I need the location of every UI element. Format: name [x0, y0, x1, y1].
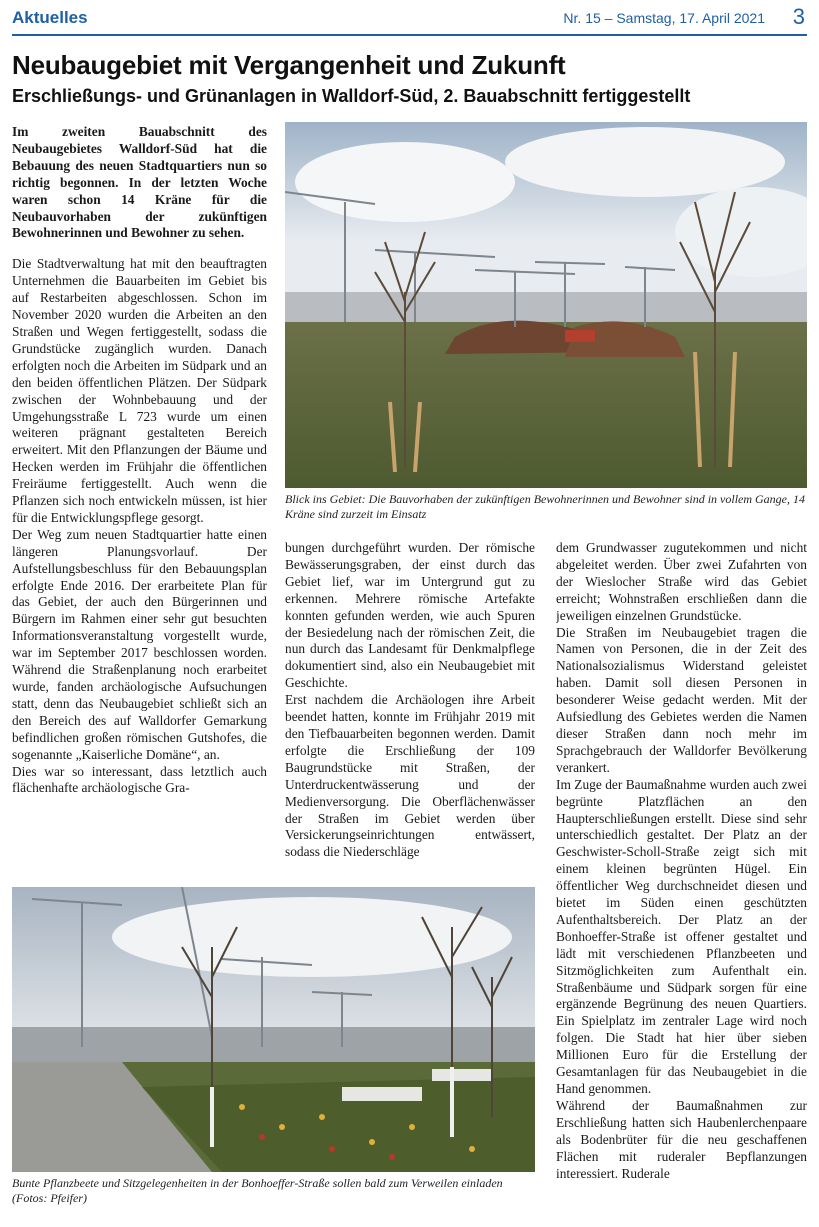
- body-paragraph: Im Zuge der Baumaßnahme wurden auch zwei begrünte Platzflächen an den Haupterschließungen erstellt. Diese sind sehr unterschiedlich gestaltet. Der Platz an der Geschwister-Scholl-Straße zeigt sich mit einem kleinen begrünten Hügel. Ein öffentlicher Weg durchschneidet diesen und bietet im Süden einen geschützten Aufenthaltsbereich. Der Platz an der Bonhoeffer-Straße ist offener gestaltet und lädt mit verschiedenen Pflanzbeeten und Sitzmöglichkeiten zum Aufenthalt ein. Straßenbäume und Südpark sorgen für eine ergänzende Begrünung des neuen Quartiers. Ein Spielplatz im zentraler Lage wird noch folgen. Die Stadt hat hier über sieben Millionen Euro für die Erstellung der Gesamtanlagen für das Neubaugebiet in die Hand genommen.: [556, 776, 807, 1096]
- header-rule: [12, 34, 807, 36]
- page-number: 3: [792, 4, 805, 29]
- article-lead: Im zweiten Bauabschnitt des Neubaugebietes Walldorf-Süd hat die Bebauung des neuen Stadtquartiers nun so richtig begonnen. In der letzten Woche waren schon 14 Kräne für die Neubauvorhaben der zukünftigen Bewohnerinnen und Bewohner zu sehen.: [12, 124, 267, 241]
- body-paragraph: bungen durchgeführt wurden. Der römische Bewässerungsgraben, der einst durch das Gebiet lief, war im Untergrund gut zu erkennen. Mehrere römische Artefakte konnten gefunden werden, wie auch Spuren der Besiedelung nach der römischen Zeit, die nun durch das Landesamt für Denkmalpflege dokumentiert sind, also ein Neubaugebiet mit Geschichte.: [285, 540, 535, 691]
- body-paragraph: Die Straßen im Neubaugebiet tragen die Namen von Personen, die in der Zeit des Nationalsozialismus Widerstand geleistet haben. Damit soll diesen Personen in besonderer Weise gedacht werden. Mit der Aufsiedlung des Gebietes werden die Namen dieser Straßen dann noch mehr im Sprachgebrauch der Walldorfer Bevölkerung verankert.: [556, 624, 807, 775]
- body-paragraph: Dies war so interessant, dass letztlich auch flächenhafte archäologische Gra-: [12, 763, 267, 796]
- issue-date: Nr. 15 – Samstag, 17. April 2021: [563, 10, 765, 26]
- photo-caption: Blick ins Gebiet: Die Bauvorhaben der zukünftigen Bewohnerinnen und Bewohner sind in vollem Gange, 14 Kräne sind zurzeit im Einsatz: [285, 492, 806, 521]
- article-column-1: [12, 124, 267, 874]
- page-header: [12, 4, 807, 34]
- construction-site-photo: [285, 122, 807, 488]
- body-paragraph: Während der Baumaßnahmen zur Erschließung hatten sich Haubenlerchenpaare als Bodenbrüter für die neu geschaffenen Flächen mit ruderaler Bepflanzungen interessiert. Ruderale: [556, 1097, 807, 1181]
- body-paragraph: dem Grundwasser zugutekommen und nicht abgeleitet werden. Über zwei Zufahrten von der Wieslocher Straße wird das Gebiet erreicht; Wohnstraßen erschließen dann die jeweiligen einzelnen Grundstücke.: [556, 540, 807, 623]
- body-paragraph: Der Weg zum neuen Stadtquartier hatte einen längeren Planungsvorlauf. Der Aufstellungsbeschluss für den Bebauungsplan erfolgte Ende 2016. Der erarbeitete Plan für das Gebiet, der auch den Bürgerinnen und Bürgern im Rahmen einer sehr gut besuchten Informationsveranstaltung vorgestellt wurde, war im September 2017 beschlossen worden. Während die Straßenplanung noch erarbeitet wurde, fanden archäologische Aufsuchungen statt, denn das Neubaugebiet schließt sich an den Bereich des auf Walldorfer Gemarkung befindlichen großen römischen Gutshofes, die sogenannte „Kaiserliche Domäne“, an.: [12, 526, 267, 762]
- body-paragraph: Erst nachdem die Archäologen ihre Arbeit beendet hatten, konnte im Frühjahr 2019 mit den Tiefbauarbeiten begonnen werden. Damit erfolgte die Erschließung der 109 Baugrundstücke mit Straßen, der Unterdruckentwässerung und der Medienversorgung. Die Oberflächenwässer der Straßen im Gebiet werden über Versickerungseinrichtungen entwässert, sodass die Niederschläge: [285, 692, 535, 860]
- photo-caption: Bunte Pflanzbeete und Sitzgelegenheiten in der Bonhoeffer-Straße sollen bald zum Verweilen einladen (Fotos: Pfeifer): [12, 1176, 503, 1205]
- article-subheadline: Erschließungs- und Grünanlagen in Walldorf-Süd, 2. Bauabschnitt fertiggestellt: [12, 86, 691, 106]
- article-headline: Neubaugebiet mit Vergangenheit und Zukunft: [12, 50, 566, 80]
- article-column-2: [285, 540, 535, 880]
- article-column-3: [556, 540, 807, 1215]
- section-label: Aktuelles: [12, 8, 88, 27]
- plant-beds-photo: [12, 887, 535, 1172]
- body-paragraph: Die Stadtverwaltung hat mit den beauftragten Unternehmen die Bauarbeiten im Gebiet bis auf Restarbeiten abgeschlossen. Schon im November 2020 wurden die Arbeiten an den Straßen und Wegen fertiggestellt, sodass die Grundstücke zugänglich wurden. Danach erfolgten noch die Arbeiten im Südpark und an den beiden öffentlichen Plätzen. Der Südpark zwischen der Wohnbebauung und der Umgehungsstraße L 723 wurde um einen weiteren prägnant gestalteten Bereich erweitert. Mit den Pflanzungen der Bäume und Hecken werden im Frühjahr die öffentlichen Freiräume fertiggestellt. Auch wenn die Pflanzen sich noch entwickeln müssen, ist hier für die Entwicklungspflege gesorgt.: [12, 256, 267, 525]
